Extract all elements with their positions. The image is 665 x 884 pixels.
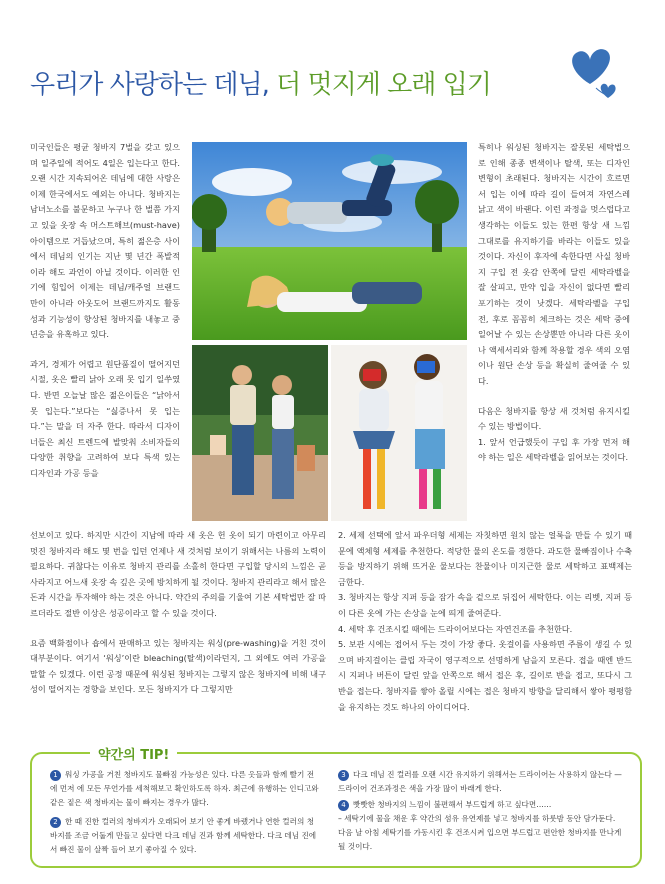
step-5: 5. 보관 시에는 접어서 두는 것이 가장 좋다. 옷걸이를 사용하면 주름이 생길 수 있으며 바지걸이는 클립 자국이 영구적으로 선명하게 남을지 모른다. 접을 때엔 반드시 지퍼나 버튼이 달린 앞을 안쪽으로 해서 접은 후, 길이로 반을 접고, 또다시 그 반을 접는다. 청바지를 쌓아 올릴 시에는 접은 청바지 방향을 달리해서 쌓아 평평함을 유지하는 것도 하나의 아이디어다. [338,639,632,712]
right-column [478,140,630,480]
step-3: 3. 청바지는 항상 지퍼 등을 잠가 속을 겉으로 뒤집어 세탁한다. 이는 리벳, 지퍼 등이 다른 옷에 가는 손상을 눈에 띄게 줄여준다. [338,592,632,618]
tip-text: 한 때 진한 컬러의 청바지가 오래되어 보기 안 좋게 바랬거나 연한 컬러의 청바지를 조금 어둡게 만들고 싶다면 다크 데님 진과 함께 세탁한다. 다크 데님 진에서 빠진 물이 살짝 들어 보기 좋아질 수 있다. [50,817,317,854]
photo-family-park [192,142,467,340]
tip-number-icon: 1 [50,770,61,781]
tip-item-2 [50,815,320,857]
paragraph: 미국인들은 평균 청바지 7벌을 갖고 있으며 일주일에 적어도 4일은 입는다고 한다. 오랜 시간 지속되어온 데님에 대한 사랑은 이제 한국에서도 예외는 아니다. 청바지는 남녀노소를 불문하고 누구나 한 벌쯤 가지고 있을 옷장 속 머스트해브(must-have) 아이템으로 거듭났으며, 특히 젊은층 사이에서 데님의 인기는 지난 몇 년간 폭발적이라 해도 과언이 아닐 것이다. 이러한 인기에 힘입어 이제는 데님/캐주얼 브랜드 만이 아니라 아웃도어 브랜드까지도 활동성과 기능성이 향상된 청바지를 내놓고 중년층을 유혹하고 있다. [30,142,180,340]
title-part-2: 더 멋지게 오래 입기 [276,70,491,100]
tip-number-icon: 4 [338,800,349,811]
paragraph: 과거, 경제가 어렵고 원단품질이 떨어지던 시절, 옷은 빨리 낡아 오래 못 입기 일쑤였다. 반면 오늘날 많은 젊은이들은 “낡아서 못 입는다.”보다는 “싫증나서 못 입는다.”는 말을 더 자주 한다. 따라서 디자이너들은 최신 트렌드에 발맞춰 소비자들의 다양한 취향을 고려하여 보다 특색 있는 디자인과 가공 등을 [30,358,180,478]
bottom-right-column [338,528,632,715]
tip-item-3 [338,768,623,796]
title-part-1: 우리가 사랑하는 데님, [30,70,277,100]
page-title [30,64,491,101]
paragraph: 요즘 백화점이나 숍에서 판매하고 있는 청바지는 워싱(pre-washing)을 거친 것이 대부분이다. 여기서 ‘워싱’이란 bleaching(탈색)이라던지, 그 외에도 여러 가공을 말할 수 있겠다. 이런 공정 때문에 워싱된 청바지는 그렇지 않은 청바지에 비해 내구성이 떨어지는 경향을 보인다. 모든 청바지가 다 그렇지만 [30,637,326,695]
paragraph: 특히나 워싱된 청바지는 잘못된 세탁법으로 인해 종종 변색이나 탈색, 또는 디자인 변형이 초래된다. 청바지는 시간이 흐르면서 입는 이에 따라 길이 들여져 자연스레 낡고 색이 바랜다. 이런 과정을 멋스럽다고 생각하는 이들도 있는 한편 항상 새 느낌 그대로를 유지하기를 바라는 이들도 있을 것이다. 자신이 후자에 속한다면 사실 청바지 구입 전 옷감 안쪽에 달린 세탁라벨을 잘 살피고, 만약 입을 자신이 없다면 빨리 포기하는 것이 낫겠다. 세탁라벨을 구입 전, 후로 꼼꼼히 체크하는 것은 세탁 중에 일어날 수 있는 손상뿐만 아니라 다른 옷이나 액세서리와 함께 착용할 경우 색의 오염이나 원단 손상 등을 확실히 줄여줄 수 있다. [478,142,630,386]
photo-couple-shopping [192,345,328,521]
tip-item-1 [50,768,320,810]
tip-subtext: – 세탁기에 물을 채운 후 약간의 섬유 유연제를 넣고 청바지를 하룻밤 동안 담가둔다. 다음 날 아침 세탁기를 가동시킨 후 건조시켜 입으면 부드럽고 편안한 청바지를 만나게 될 것이다. [338,814,622,851]
tip-number-icon: 2 [50,817,61,828]
left-column [30,140,180,495]
tip-text: 다크 데님 진 컬러를 오랜 시간 유지하기 위해서는 드라이어는 사용하지 않는다 — 드라이어 건조과정은 색을 가장 많이 바래게 한다. [338,770,622,793]
paragraph: 선보이고 있다. 하지만 시간이 지남에 따라 새 옷은 헌 옷이 되기 마련이고 아무리 멋진 청바지라 해도 몇 번을 입던 언제나 새 것처럼 보이기 위해서는 나름의 노력이 필요하다. 귀찮다는 이유로 청바지 관리를 소홀히 한다면 구입할 당시의 느낌은 곧 사라지고 어느새 옷장 속 깊은 곳에 방치하게 될 것이다. 청바지 관리라고 해서 많은 돈과 시간을 투자해야 하는 것은 아니다. 약간의 주의를 기울여 기본 세탁법만 잘 따르더라도 절반 이상은 성공이라고 할 수 있을 것이다. [30,530,326,618]
paragraph: 1. 앞서 언급했듯이 구입 후 가장 먼저 해야 하는 일은 세탁라벨을 읽어보는 것이다. [478,436,630,463]
tip-text: 워싱 가공을 거친 청바지도 물빠짐 가능성은 있다. 다른 옷들과 함께 빨기 전에 먼저 에 모든 무언가를 세척해보고 확인하도록 하자. 최근에 유행하는 인디고와 같은 짙은 색 청바지는 물이 빠지는 경우가 많다. [50,770,319,807]
hearts-icon [560,44,630,104]
tip-heading: 약간의 TIP! [90,744,177,763]
step-2: 2. 세제 선택에 앞서 파우더형 세제는 자칫하면 원치 않는 얼룩을 만들 수 있기 때문에 액체형 세제를 추천한다. 적당한 물의 온도를 정한다. 과도한 물빠짐이나 수축 등을 방지하기 위해 뜨거운 물보다는 찬물이나 미지근한 물로 세탁하고 표백제는 금한다. [338,530,632,587]
photo-kids-cameras [331,345,467,521]
tip-number-icon: 3 [338,770,349,781]
bottom-left-column [30,528,326,712]
tip-text: 빳빳한 청바지의 느낌이 불편해서 부드럽게 하고 싶다면…… [353,800,552,809]
tip-item-4 [338,798,623,854]
paragraph: 다음은 청바지를 항상 새 것처럼 유지시킬 수 있는 방법이다. [478,405,630,432]
step-4: 4. 세탁 후 건조시킬 때에는 드라이어보다는 자연건조를 추천한다. [338,623,573,634]
